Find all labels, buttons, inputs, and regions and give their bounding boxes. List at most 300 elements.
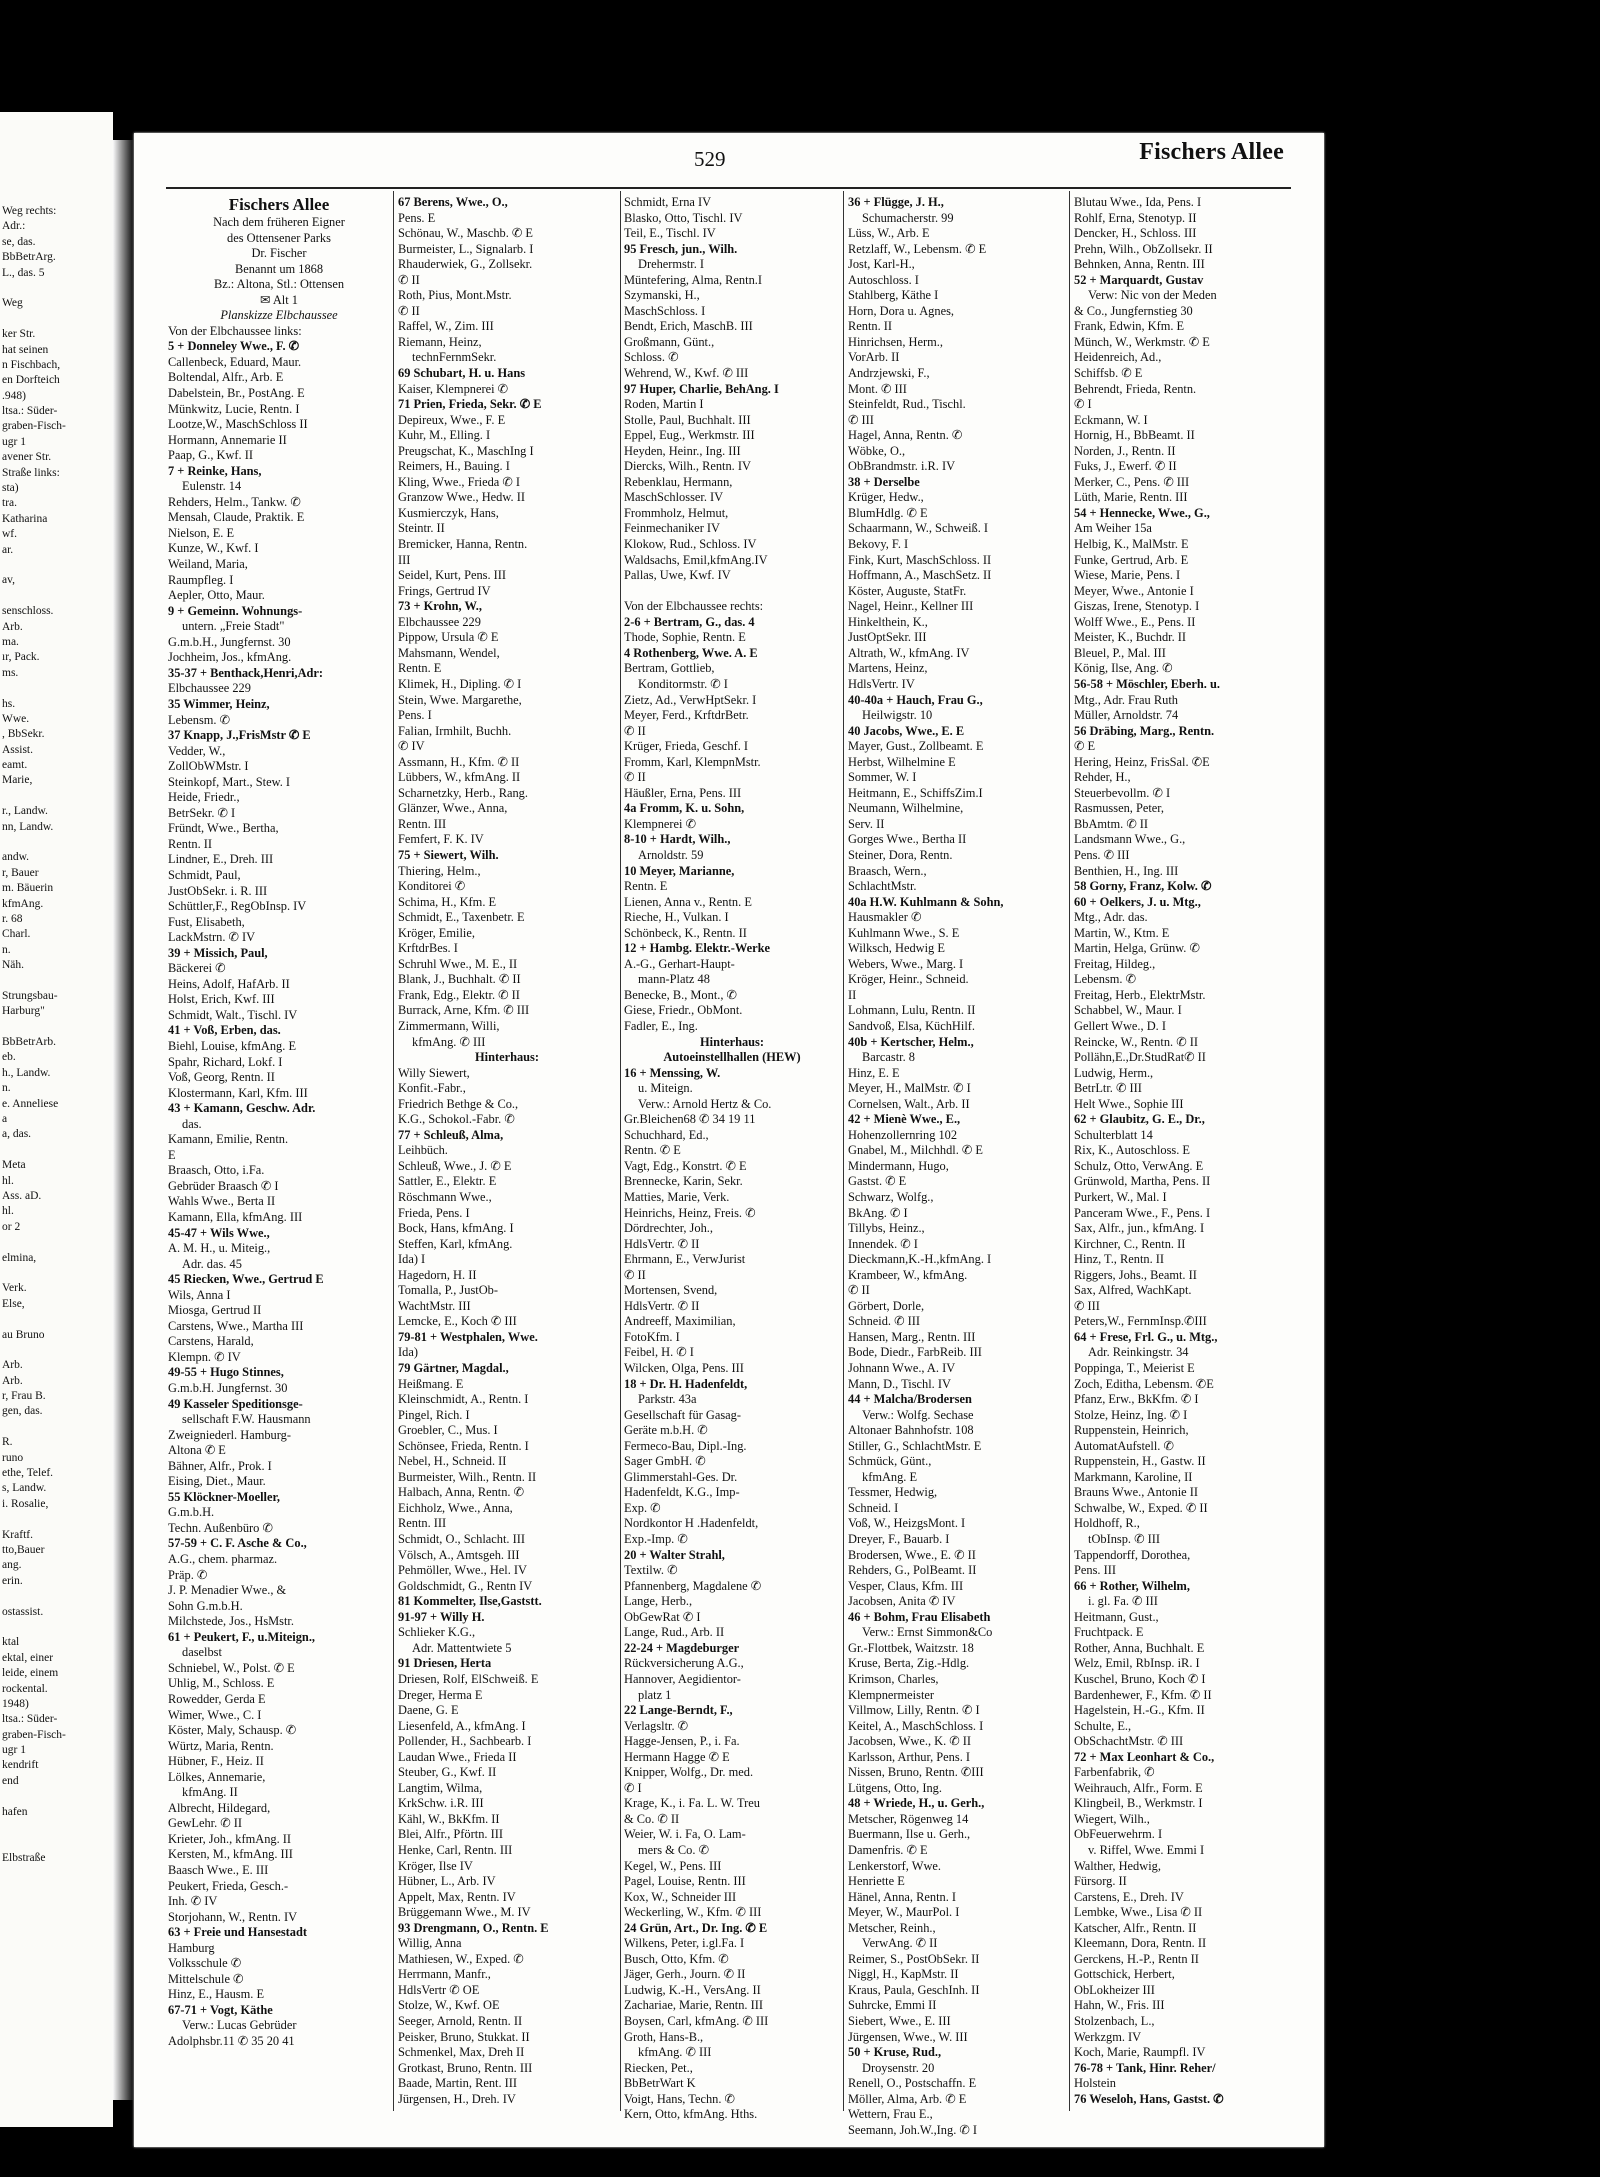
directory-entry-line: Preugschat, K., MaschIng I — [398, 443, 534, 458]
directory-entry-line: ObBrandmstr. i.R. IV — [848, 459, 956, 474]
directory-entry-line: Teil, E., Tischl. IV — [624, 226, 716, 241]
directory-entry-line: Pfannenberg, Magdalene ✆ — [624, 1578, 762, 1593]
directory-entry-line: Rehder, H., — [1074, 770, 1131, 785]
directory-entry-line: Tomalla, P., JustOb- — [398, 1283, 498, 1298]
left-page-line — [2, 1512, 118, 1527]
directory-entry-line: Webers, Wwe., Marg. I — [848, 956, 964, 971]
directory-entry-line: 9 + Gemeinn. Wohnungs- — [168, 603, 303, 618]
directory-entry-line: Adr. Mattentwiete 5 — [412, 1640, 512, 1655]
directory-entry-line: Schleuß, Wwe., J. ✆ E — [398, 1158, 512, 1173]
directory-entry-line: Gr.-Flottbek, Waitzstr. 18 — [848, 1640, 974, 1655]
page-heading: Fischers Allee — [1139, 139, 1284, 165]
directory-entry-line: 69 Schubart, H. u. Hans — [398, 366, 526, 381]
directory-entry-line: Leihbüch. — [398, 1143, 448, 1158]
directory-entry-line: Kröger, Heinr., Schneid. — [848, 972, 969, 987]
directory-entry-line: Jacobsen, Wwe., K. ✆ II — [848, 1734, 972, 1749]
directory-entry-line: Drehermstr. I — [638, 257, 705, 272]
directory-entry-line: Wiese, Marie, Pens. I — [1074, 568, 1181, 583]
directory-entry-line: Hagel, Anna, Rentn. ✆ — [848, 428, 963, 443]
directory-entry-line: Brodersen, Wwe., E. ✆ II — [848, 1547, 976, 1562]
directory-entry-line: HdlsVertr. ✆ II — [624, 1298, 700, 1313]
directory-entry-line: Werkzgm. IV — [1074, 2029, 1142, 2044]
directory-entry-line: Brennecke, Karin, Sekr. — [624, 1174, 743, 1189]
directory-entry-line: Steinkopf, Mart., Stew. I — [168, 774, 291, 789]
directory-entry-line: Blutau Wwe., Ida, Pens. I — [1074, 195, 1202, 209]
directory-entry-line: Schmidt, Walt., Tischl. IV — [168, 1007, 298, 1022]
directory-entry-line: Heidenreich, Ad., — [1074, 350, 1162, 365]
directory-entry-line: Pollender, H., Sachbearb. I — [398, 1734, 532, 1749]
left-page-line: a, das. — [2, 1128, 32, 1141]
directory-entry-line: Granzow Wwe., Hedw. II — [398, 490, 525, 505]
left-page-line: Kraftf. — [2, 1528, 33, 1541]
directory-entry-line: Henriette E — [848, 1874, 905, 1889]
directory-entry-line: Kox, W., Schneider III — [624, 1889, 737, 1904]
directory-entry-line: Lüss, W., Arb. E — [848, 226, 930, 241]
left-page-line: ar. — [2, 543, 14, 556]
directory-entry-line: Raumpfleg. I — [168, 572, 234, 587]
directory-entry-line: Schulte, E., — [1074, 1718, 1132, 1733]
directory-entry-line: Meyer, Wwe., Antonie I — [1074, 583, 1194, 598]
left-page-line: L., das. 5 — [2, 266, 45, 279]
directory-entry-line: Buermann, Ilse u. Gerh., — [848, 1827, 971, 1842]
directory-entry-line: Walther, Hedwig, — [1074, 1858, 1161, 1873]
directory-entry-line: Halbach, Anna, Rentn. ✆ — [398, 1485, 524, 1500]
left-page-line: Weg rechts: — [2, 205, 57, 217]
directory-entry-line: Bardenhewer, F., Kfm. ✆ II — [1074, 1687, 1212, 1702]
directory-entry-line: Schruhl Wwe., M. E., II — [398, 956, 518, 971]
directory-entry-line: E — [168, 1147, 176, 1162]
directory-entry-line: Tappendorff, Dorothea, — [1074, 1547, 1191, 1562]
directory-entry-line: Norden, J., Rentn. II — [1074, 443, 1176, 458]
directory-entry-line: Frank, Edwin, Kfm. E — [1074, 319, 1185, 334]
directory-entry-line: Dabelstein, Br., PostAng. E — [168, 386, 305, 401]
directory-entry-line: Holdhoff, R., — [1074, 1516, 1140, 1531]
directory-entry-line: v. Riffel, Wwe. Emmi I — [1088, 1842, 1205, 1857]
directory-entry-line: Mtg., Adr. das. — [1074, 910, 1148, 925]
directory-entry-line: Klokow, Rud., Schloss. IV — [624, 537, 757, 552]
directory-entry-line: Köster, Auguste, StatFr. — [848, 583, 967, 598]
directory-entry-line: Laudan Wwe., Frieda II — [398, 1749, 517, 1764]
directory-entry-line: Bertram, Gottlieb, — [624, 661, 715, 676]
directory-entry-line: 48 + Wriede, H., u. Gerh., — [848, 1796, 985, 1811]
directory-entry-line: Bendt, Erich, MaschB. III — [624, 319, 753, 334]
directory-entry-line: kfmAng. ✆ III — [638, 2045, 712, 2060]
directory-page — [134, 133, 1324, 2147]
directory-entry-line: Heilwigstr. 10 — [862, 708, 933, 723]
directory-entry-line: Heitmann, Gust., — [1074, 1609, 1159, 1624]
directory-entry-line: 41 + Voß, Erben, das. — [168, 1023, 281, 1038]
left-page-line: Straße links: — [2, 466, 60, 479]
directory-entry-line: Thiering, Helm., — [398, 863, 481, 878]
left-page-line: eamt. — [2, 759, 28, 772]
directory-entry-line: Rasmussen, Peter, — [1074, 801, 1165, 816]
directory-entry-line: Riecken, Pet., — [624, 2060, 693, 2075]
directory-entry-line: Metscher, Reinh., — [848, 1920, 936, 1935]
directory-entry-line: Schaarmann, W., Schweiß. I — [848, 521, 989, 536]
directory-entry-line: 20 + Walter Strahl, — [624, 1547, 725, 1562]
directory-entry-line: Hohenzollernring 102 — [848, 1127, 958, 1142]
directory-entry-line: 43 + Kamann, Geschw. Adr. — [168, 1101, 316, 1116]
directory-entry-line: Dencker, H., Schloss. III — [1074, 226, 1197, 241]
left-page-line: senschloss. — [2, 605, 54, 618]
directory-entry-line: Dieckmann,K.-H.,kfmAng. I — [848, 1252, 992, 1267]
directory-entry-line: II — [848, 987, 857, 1002]
directory-entry-line: Burmeister, L., Signalarb. I — [398, 241, 534, 256]
directory-entry-line: 7 + Reinke, Hans, — [168, 463, 262, 478]
directory-entry-line: Schmidt, Paul, — [168, 867, 241, 882]
left-page-line — [2, 1620, 118, 1635]
directory-entry-line: Rentn. III — [398, 816, 447, 831]
left-page-line: tto,Bauer — [2, 1543, 45, 1556]
directory-entry-line: Mtg., Adr. Frau Ruth — [1074, 692, 1178, 707]
directory-entry-line: Schönau, W., Maschb. ✆ E — [398, 226, 533, 241]
directory-entry-line: 8-10 + Hardt, Wilh., — [624, 832, 731, 847]
directory-entry-line: Heitmann, E., SchiffsZim.I — [848, 785, 983, 800]
directory-entry-line: Behnken, Anna, Rentn. III — [1074, 257, 1205, 272]
directory-entry-line: Wilcken, Olga, Pens. III — [624, 1361, 744, 1376]
directory-entry-line: Präp. ✆ — [168, 1567, 208, 1582]
column-divider — [1069, 191, 1070, 2111]
directory-entry-line: Verw: Nic von der Meden — [1088, 288, 1217, 303]
directory-entry-line: 61 + Peukert, F., u.Miteign., — [168, 1629, 316, 1644]
left-page-line: ker Str. — [2, 328, 36, 341]
directory-entry-line: Andrzjewski, F., — [848, 366, 930, 381]
directory-entry-line: Klostermann, Karl, Kfm. III — [168, 1085, 308, 1100]
directory-entry-line: 54 + Hennecke, Wwe., G., — [1074, 505, 1210, 520]
directory-entry-line: Storjohann, W., Rentn. IV — [168, 1909, 298, 1924]
directory-entry-line: Kröger, Ilse IV — [398, 1858, 473, 1873]
left-page-line: n. — [2, 943, 11, 956]
directory-entry-line: Gerckens, H.-P., Rentn II — [1074, 1951, 1199, 1966]
directory-entry-line: Häußler, Erna, Pens. III — [624, 785, 742, 800]
directory-entry-line: Schneid. ✆ III — [848, 1314, 920, 1329]
directory-entry-line: Verw.: Wolfg. Sechase — [862, 1407, 974, 1422]
directory-entry-line: Schüttler,F., RegObInsp. IV — [168, 899, 307, 914]
directory-entry-line: 75 + Siewert, Wilh. — [398, 847, 499, 862]
directory-entry-line: Szymanski, H., — [624, 288, 700, 303]
directory-entry-line: ✆ II — [624, 770, 646, 785]
directory-entry-line: Pingel, Rich. I — [398, 1407, 470, 1422]
directory-entry-line: Eising, Diet., Maur. — [168, 1474, 266, 1489]
directory-entry-line: Schima, H., Kfm. E — [398, 894, 497, 909]
directory-entry-line: Konditorei ✆ — [398, 879, 466, 894]
directory-entry-line: BbAmtm. ✆ II — [1074, 816, 1149, 831]
directory-entry-line: Eppel, Eug., Werkmstr. III — [624, 428, 755, 443]
left-page-line — [2, 835, 118, 850]
directory-entry-line: Albrecht, Hildegard, — [168, 1800, 271, 1815]
directory-entry-line: Meyer, W., MaurPol. I — [848, 1905, 960, 1920]
directory-entry-line: 35 Wimmer, Heinz, — [168, 696, 270, 711]
directory-entry-line: Keitel, A., MaschSchloss. I — [848, 1718, 984, 1733]
directory-entry-line: Kamann, Ella, kfmAng. III — [168, 1210, 303, 1224]
directory-entry-line: Rother, Anna, Buchhalt. E — [1074, 1640, 1205, 1655]
directory-entry-line: Klempnermeister — [848, 1687, 935, 1702]
directory-entry-line: 38 + Derselbe — [848, 474, 920, 489]
directory-entry-line: SchlachtMstr. — [848, 879, 917, 894]
directory-entry-line: Nissen, Bruno, Rentn. ✆III — [848, 1765, 984, 1780]
directory-entry-line: ✆ II — [848, 1283, 870, 1298]
left-page-line: Arb. — [2, 620, 23, 633]
left-page-line: tra. — [2, 497, 18, 510]
directory-entry-line: 72 + Max Leonhart & Co., — [1074, 1749, 1215, 1764]
directory-entry-line: Fink, Kurt, MaschSchloss. II — [848, 552, 992, 567]
left-page-line: ethe, Telef. — [2, 1467, 54, 1480]
directory-entry-line: Kaiser, Klempnerei ✆ — [398, 381, 509, 396]
directory-entry-line: Hornig, H., BbBeamt. II — [1074, 428, 1195, 443]
directory-entry-line: Rehders, G., PolBeamt. II — [848, 1563, 977, 1578]
directory-entry-line: Purkert, W., Mal. I — [1074, 1190, 1167, 1204]
directory-entry-line: Wilksch, Hedwig E — [848, 941, 945, 956]
directory-entry-line: Damenfris. ✆ E — [848, 1842, 928, 1857]
directory-entry-line: Arnoldstr. 59 — [638, 847, 704, 862]
directory-entry-line: Textilw. ✆ — [624, 1563, 678, 1578]
left-page-line — [2, 281, 118, 296]
directory-entry-line: Nagel, Heinr., Kellner III — [848, 599, 974, 614]
directory-entry-line: Gellert Wwe., D. I — [1074, 1018, 1166, 1033]
directory-entry-line: Wils, Anna I — [168, 1287, 231, 1302]
directory-entry-line: Giszas, Irene, Stenotyp. I — [1074, 599, 1200, 614]
directory-entry-line: Panceram Wwe., F., Pens. I — [1074, 1205, 1211, 1220]
directory-entry-line: Glänzer, Wwe., Anna, — [398, 801, 508, 816]
directory-entry-line: Rix, K., Autoschloss. E — [1074, 1143, 1190, 1158]
directory-entry-line: ✆ II — [398, 272, 420, 287]
directory-entry-line: Bremicker, Hanna, Rentn. — [398, 537, 528, 552]
directory-entry-line: Seeger, Arnold, Rentn. II — [398, 2013, 523, 2028]
directory-entry-line: Appelt, Max, Rentn. IV — [398, 1889, 516, 1904]
directory-entry-line: Benthien, H., Ing. III — [1074, 863, 1179, 878]
directory-entry-line: Milchstede, Jos., HsMstr. — [168, 1614, 294, 1629]
directory-entry-line: Zachariae, Marie, Rentn. III — [624, 1998, 763, 2013]
directory-entry-line: Callenbeck, Eduard, Maur. — [168, 354, 302, 369]
directory-entry-line: Riggers, Johs., Beamt. II — [1074, 1267, 1197, 1282]
directory-entry-line: Lebensm. ✆ — [168, 712, 230, 727]
directory-entry-line: Exp. ✆ — [624, 1500, 661, 1515]
directory-entry-line: Martens, Heinz, — [848, 661, 928, 676]
directory-entry-line: Lütgens, Otto, Ing. — [848, 1780, 942, 1795]
directory-entry-line: 5 + Donneley Wwe., F. ✆ — [168, 339, 300, 354]
directory-entry-line: Pippow, Ursula ✆ E — [398, 630, 499, 645]
directory-entry-line: MaschSchlosser. IV — [624, 490, 724, 505]
left-page-line — [2, 589, 118, 604]
directory-entry-line: Hadenfeldt, K.G., Imp- — [624, 1485, 740, 1500]
directory-entry-line: Mortensen, Svend, — [624, 1283, 718, 1298]
left-page-line: R. — [2, 1436, 13, 1449]
directory-entry-line: Gnabel, M., Milchhdl. ✆ E — [848, 1143, 983, 1158]
directory-entry-line: Krüger, Frieda, Geschf. I — [624, 739, 749, 754]
directory-entry-line: Verw.: Arnold Hertz & Co. — [638, 1096, 772, 1111]
directory-entry-line: 91-97 + Willy H. — [398, 1609, 485, 1624]
directory-entry-line: Metscher, Rögenweg 14 — [848, 1811, 969, 1826]
directory-entry-line: ✆ III — [848, 412, 874, 427]
directory-entry-line: Rhauderwiek, G., Zollsekr. — [398, 257, 533, 272]
directory-entry-line: Lohmann, Lulu, Rentn. II — [848, 1003, 976, 1018]
directory-entry-line: Reincke, W., Rentn. ✆ II — [1074, 1034, 1198, 1049]
directory-entry-line: Fründt, Wwe., Bertha, — [168, 821, 279, 836]
directory-entry-line: 95 Fresch, jun., Wilh. — [624, 241, 738, 256]
directory-entry-line: 24 Grün, Art., Dr. Ing. ✆ E — [624, 1920, 768, 1935]
directory-entry-line: LackMstrn. ✆ IV — [168, 930, 256, 945]
directory-entry-line: Schneid. I — [848, 1500, 899, 1515]
directory-entry-line: platz 1 — [638, 1687, 672, 1702]
directory-entry-line: Rentn. ✆ E — [624, 1143, 681, 1158]
directory-entry-line: 40 Jacobs, Wwe., E. E — [848, 723, 965, 738]
left-page-line: Verk. — [2, 1282, 27, 1295]
directory-entry-line: 64 + Frese, Frl. G., u. Mtg., — [1074, 1329, 1218, 1344]
directory-entry-line: des Ottensener Parks — [227, 230, 331, 245]
directory-entry-line: Blei, Alfr., Pförtn. III — [398, 1827, 503, 1842]
directory-entry-line: Ida) I — [398, 1252, 426, 1267]
left-page-line: r. 68 — [2, 912, 23, 925]
directory-entry-line: Zweigniederl. Hamburg- — [168, 1427, 291, 1442]
directory-entry-line: Schönsee, Frieda, Rentn. I — [398, 1438, 529, 1453]
directory-entry-line: Hinrichsen, Herm., — [848, 334, 943, 349]
left-page-line: Elbstraße — [2, 1851, 46, 1864]
left-page-line: ugr 1 — [2, 1744, 26, 1757]
left-page-line — [2, 1835, 118, 1850]
directory-entry-line: Pens. I — [398, 708, 432, 723]
directory-entry-line: ✆ II — [624, 1267, 646, 1282]
directory-entry-line: Pagel, Louise, Rentn. III — [624, 1874, 746, 1889]
directory-entry-line: Mensah, Claude, Praktik. E — [168, 510, 305, 525]
directory-entry-line: Miosga, Gertrud II — [168, 1303, 262, 1318]
left-page-line: Strungsbau- — [2, 989, 58, 1002]
directory-entry-line: Aepler, Otto, Maur. — [168, 588, 265, 603]
directory-entry-line: u. Miteign. — [638, 1081, 693, 1096]
directory-entry-line: Sax, Alfr., jun., kfmAng. I — [1074, 1221, 1205, 1236]
directory-entry-line: Verw.: Lucas Gebrüder — [182, 2018, 297, 2033]
directory-entry-line: 62 + Glaubitz, G. E., Dr., — [1074, 1112, 1205, 1127]
directory-entry-line: 93 Drengmann, O., Rentn. E — [398, 1920, 549, 1935]
directory-entry-line: Bleuel, P., Mal. III — [1074, 645, 1166, 660]
directory-entry-line: Sommer, W. I — [848, 770, 917, 785]
directory-entry-line: Lölkes, Annemarie, — [168, 1769, 266, 1784]
directory-entry-line: 46 + Bohm, Frau Elisabeth — [848, 1609, 991, 1624]
directory-entry-line: A.G., chem. pharmaz. — [168, 1552, 278, 1567]
directory-entry-line: Friedrich Bethge & Co., — [398, 1096, 519, 1111]
directory-entry-line: ✆ II — [624, 723, 646, 738]
directory-entry-line: Tessmer, Hedwig, — [848, 1485, 938, 1500]
directory-column-2 — [398, 195, 616, 2115]
directory-entry-line: Uhlig, M., Schloss. E — [168, 1676, 275, 1691]
directory-entry-line: Schulterblatt 14 — [1074, 1127, 1153, 1142]
directory-entry-line: 45 Riecken, Wwe., Gertrud E — [168, 1272, 324, 1287]
directory-entry-line: Thode, Sophie, Rentn. E — [624, 630, 746, 645]
left-page-line: e. Anneliese — [2, 1097, 59, 1110]
directory-entry-line: Raffel, W., Zim. III — [398, 319, 494, 334]
directory-entry-line: Hormann, Annemarie II — [168, 432, 287, 447]
directory-entry-line: Am Weiher 15a — [1074, 521, 1152, 536]
directory-entry-line: WachtMstr. III — [398, 1298, 471, 1313]
directory-entry-line: Pens. ✆ III — [1074, 847, 1130, 862]
directory-entry-line: Klimek, H., Dipling. ✆ I — [398, 676, 522, 691]
directory-entry-line: Von der Elbchaussee links: — [168, 323, 302, 338]
column-divider — [843, 191, 844, 2111]
directory-entry-line: Schulz, Otto, VerwAng. E — [1074, 1158, 1204, 1173]
directory-entry-line: Braasch, Otto, i.Fa. — [168, 1163, 265, 1178]
directory-entry-line: Voigt, Hans, Techn. ✆ — [624, 2091, 735, 2106]
directory-entry-line: Ludwig, Herm., — [1074, 1065, 1154, 1080]
directory-entry-line: Elbchaussee 229 — [398, 614, 481, 629]
directory-entry-line: 56 Dräbing, Marg., Rentn. — [1074, 723, 1215, 738]
left-page-line: n Fischbach, — [2, 358, 61, 371]
directory-entry-line: Kling, Wwe., Frieda ✆ I — [398, 474, 520, 489]
directory-entry-line: Assmann, H., Kfm. ✆ II — [398, 754, 520, 769]
directory-entry-line: 81 Kommelter, Ilse,Gaststt. — [398, 1594, 542, 1609]
directory-entry-line: Hausmakler ✆ — [848, 910, 922, 925]
directory-entry-line: 79 Gärtner, Magdal., — [398, 1361, 509, 1376]
directory-entry-line: Würtz, Maria, Rentn. — [168, 1738, 274, 1753]
directory-entry-line — [624, 584, 840, 600]
directory-entry-line: Münkwitz, Lucie, Rentn. I — [168, 401, 300, 416]
directory-entry-line: Röschmann Wwe., — [398, 1190, 492, 1204]
left-page-line: kendrift — [2, 1759, 39, 1772]
directory-entry-line: Barcastr. 8 — [862, 1050, 915, 1065]
directory-entry-line: mers & Co. ✆ — [638, 1842, 709, 1857]
left-page-line: ltsa.: Süder- — [2, 1713, 58, 1726]
directory-entry-line: Vagt, Edg., Konstrt. ✆ E — [624, 1158, 747, 1173]
directory-entry-line: Glimmerstahl-Ges. Dr. — [624, 1469, 738, 1484]
directory-entry-line: Kuhr, M., Elling. I — [398, 428, 491, 443]
directory-entry-line: Lüth, Marie, Rentn. III — [1074, 490, 1188, 505]
directory-entry-line: III — [398, 552, 411, 567]
directory-entry-line: KrkSchw. i.R. III — [398, 1796, 484, 1811]
directory-entry-line: Tillybs, Heinz., — [848, 1221, 925, 1236]
directory-entry-line: BlumHdlg. ✆ E — [848, 505, 928, 520]
directory-entry-line: Welz, Emil, RbInsp. iR. I — [1074, 1656, 1200, 1671]
directory-entry-line: ObLokheizer III — [1074, 1982, 1155, 1997]
left-page-line: eb. — [2, 1051, 16, 1064]
directory-entry-line: Geräte m.b.H. ✆ — [624, 1423, 708, 1438]
directory-entry-line: Kirchner, C., Rentn. II — [1074, 1236, 1186, 1251]
directory-entry-line: Helt Wwe., Sophie III — [1074, 1096, 1184, 1111]
directory-entry-line: J. P. Menadier Wwe., & — [168, 1583, 287, 1598]
directory-entry-line: Neumann, Wilhelmine, — [848, 801, 964, 816]
directory-entry-line: Hagge-Jensen, P., i. Fa. — [624, 1734, 740, 1749]
directory-entry-line: 45-47 + Wils Wwe., — [168, 1225, 270, 1240]
left-page-line — [2, 1312, 118, 1327]
directory-entry-line: Renell, O., Postschaffn. E — [848, 2076, 977, 2091]
directory-entry-line: Diercks, Wilh., Rentn. IV — [624, 459, 751, 474]
directory-entry-line: Jürgensen, H., Dreh. IV — [398, 2091, 516, 2106]
directory-entry-line: 10 Meyer, Marianne, — [624, 863, 735, 878]
directory-entry-line: KrftdrBes. I — [398, 941, 458, 956]
directory-entry-line: Peisker, Bruno, Stukkat. II — [398, 2029, 530, 2044]
left-page-line: m. Bäuerin — [2, 882, 54, 895]
directory-entry-line: Hagedorn, H. II — [398, 1267, 477, 1282]
left-page-line: se, das. — [2, 235, 36, 248]
left-page-line: Harburg" — [2, 1005, 45, 1018]
directory-entry-line: Schwalbe, W., Exped. ✆ II — [1074, 1500, 1208, 1515]
directory-entry-line: Koch, Marie, Raumpfl. IV — [1074, 2045, 1206, 2060]
left-page-line: Marie, — [2, 774, 33, 787]
directory-entry-line: 56-58 + Möschler, Eberh. u. — [1074, 676, 1220, 691]
directory-entry-line: Kleinschmidt, A., Rentn. I — [398, 1392, 529, 1407]
left-page-line: ugr 1 — [2, 435, 26, 448]
left-page-line: r., Landw. — [2, 805, 48, 818]
directory-entry-line: Gorges Wwe., Bertha II — [848, 832, 967, 847]
directory-entry-line: kfmAng. ✆ III — [412, 1034, 486, 1049]
directory-entry-line: Fürsorg. II — [1074, 1874, 1127, 1889]
directory-entry-line: Hinz, E. E — [848, 1065, 900, 1080]
directory-entry-line: Jost, Karl-H., — [848, 257, 915, 272]
left-page-fragment — [0, 112, 113, 2127]
left-page-line — [2, 1020, 118, 1035]
directory-entry-line: Fromm, Karl, KlempnMstr. — [624, 754, 761, 769]
directory-entry-line: Völsch, A., Amtsgeh. III — [398, 1547, 520, 1562]
directory-entry-line: 40a H.W. Kuhlmann & Sohn, — [848, 894, 1004, 909]
directory-entry-line: Kröger, Emilie, — [398, 925, 475, 940]
directory-entry-line: Funke, Gertrud, Arb. E — [1074, 552, 1189, 567]
